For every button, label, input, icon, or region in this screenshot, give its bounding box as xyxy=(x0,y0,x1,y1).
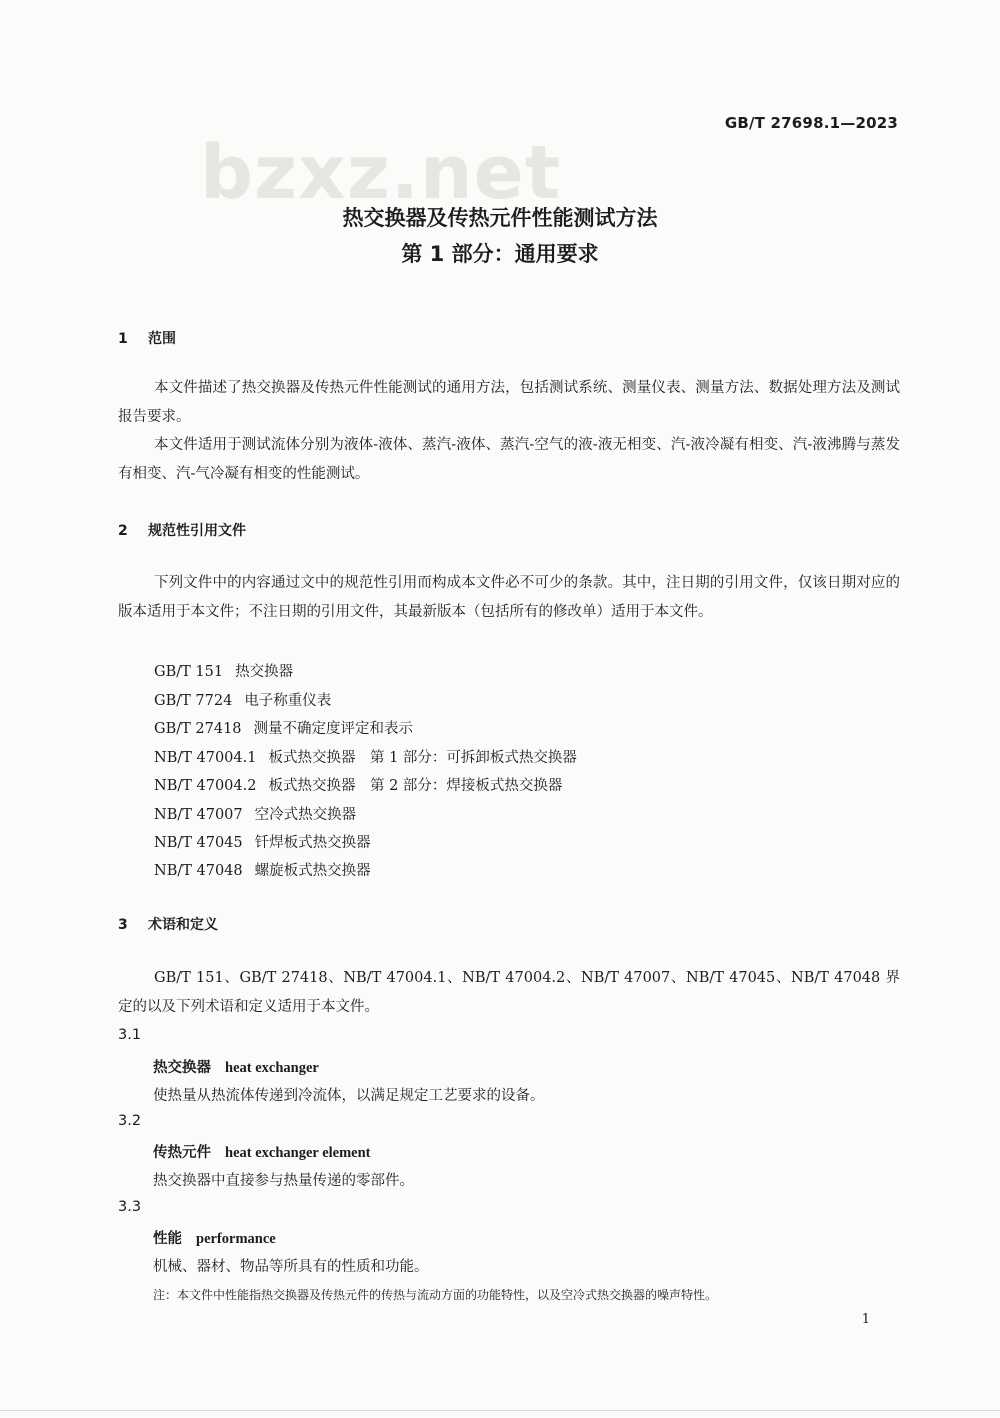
clause-number: 3.2 xyxy=(118,1113,142,1129)
term-heading xyxy=(153,1227,276,1248)
term-english: performance xyxy=(196,1231,276,1247)
reference-item xyxy=(154,859,371,880)
reference-item xyxy=(154,689,331,710)
reference-code: GB/T 151 xyxy=(154,664,224,680)
reference-code: NB/T 47004.1 xyxy=(154,750,257,766)
reference-item xyxy=(154,717,413,738)
term-definition: 使热量从热流体传递到冷流体，以满足规定工艺要求的设备。 xyxy=(153,1088,545,1104)
term-english: heat exchanger element xyxy=(225,1145,371,1161)
section-2-heading xyxy=(118,520,246,540)
reference-name: 热交换器 xyxy=(235,664,294,680)
reference-code: NB/T 47048 xyxy=(154,863,243,879)
section-1-paragraph-1: 本文件描述了热交换器及传热元件性能测试的通用方法，包括测试系统、测量仪表、测量方法、数据处理方法及测试报告要求。 xyxy=(118,380,900,425)
standard-number: GB/T 27698.1—2023 xyxy=(724,114,898,132)
clause-number: 3.1 xyxy=(118,1027,142,1043)
reference-name: 螺旋板式热交换器 xyxy=(254,863,371,879)
section-number: 2 xyxy=(118,523,128,539)
section-3-heading xyxy=(118,914,218,934)
section-title: 术语和定义 xyxy=(148,917,218,933)
reference-code: NB/T 47007 xyxy=(154,807,243,823)
term-definition: 机械、器材、物品等所具有的性质和功能。 xyxy=(153,1259,429,1275)
reference-name: 测量不确定度评定和表示 xyxy=(253,721,414,737)
term-chinese: 传热元件 xyxy=(153,1144,211,1161)
section-1-heading xyxy=(118,328,176,348)
title-line-1: 热交换器及传热元件性能测试方法 xyxy=(342,206,658,230)
term-definition: 热交换器中直接参与热量传递的零部件。 xyxy=(153,1173,414,1189)
section-2-paragraph-1: 下列文件中的内容通过文中的规范性引用而构成本文件必不可少的条款。其中，注日期的引用文件，仅该日期对应的版本适用于本文件；不注日期的引用文件，其最新版本（包括所有的修改单）适用于本文件。 xyxy=(118,575,900,620)
section-number: 3 xyxy=(118,917,128,933)
term-chinese: 热交换器 xyxy=(153,1059,211,1076)
section-title: 范围 xyxy=(148,331,176,347)
reference-item xyxy=(154,746,577,767)
section-3-paragraph-1: GB/T 151、GB/T 27418、NB/T 47004.1、NB/T 47004.2、NB/T 47007、NB/T 47045、NB/T 47048 界定的以及下列术语和定义适用于本文件。 xyxy=(118,970,900,1015)
reference-name: 电子称重仪表 xyxy=(244,693,332,709)
page-edge-divider xyxy=(0,1410,1000,1411)
reference-name: 钎焊板式热交换器 xyxy=(254,835,371,851)
term-heading xyxy=(153,1056,319,1077)
term-heading xyxy=(153,1141,371,1162)
section-1-paragraph-2: 本文件适用于测试流体分别为液体-液体、蒸汽-液体、蒸汽-空气的液-液无相变、汽-液冷凝有相变、汽-液沸腾与蒸发有相变、汽-气冷凝有相变的性能测试。 xyxy=(118,437,900,482)
reference-code: GB/T 7724 xyxy=(154,693,233,709)
watermark: bzxz.net xyxy=(200,130,562,216)
reference-item xyxy=(154,660,293,681)
clause-number: 3.3 xyxy=(118,1199,142,1215)
document-title xyxy=(0,200,1000,272)
page-number: 1 xyxy=(861,1312,870,1327)
title-line-2: 第 1 部分：通用要求 xyxy=(401,242,599,266)
reference-name: 板式热交换器 第 1 部分：可拆卸板式热交换器 xyxy=(268,750,577,766)
section-number: 1 xyxy=(118,331,128,347)
term-chinese: 性能 xyxy=(153,1230,182,1247)
reference-item xyxy=(154,831,371,852)
reference-code: GB/T 27418 xyxy=(154,721,242,737)
reference-name: 空冷式热交换器 xyxy=(254,807,357,823)
reference-item xyxy=(154,774,562,795)
reference-code: NB/T 47045 xyxy=(154,835,243,851)
reference-code: NB/T 47004.2 xyxy=(154,778,257,794)
section-title: 规范性引用文件 xyxy=(148,523,246,539)
reference-item xyxy=(154,803,356,824)
term-english: heat exchanger xyxy=(225,1060,319,1076)
reference-name: 板式热交换器 第 2 部分：焊接板式热交换器 xyxy=(268,778,563,794)
note-text: 注：本文件中性能指热交换器及传热元件的传热与流动方面的功能特性，以及空冷式热交换器的噪声特性。 xyxy=(153,1288,718,1302)
